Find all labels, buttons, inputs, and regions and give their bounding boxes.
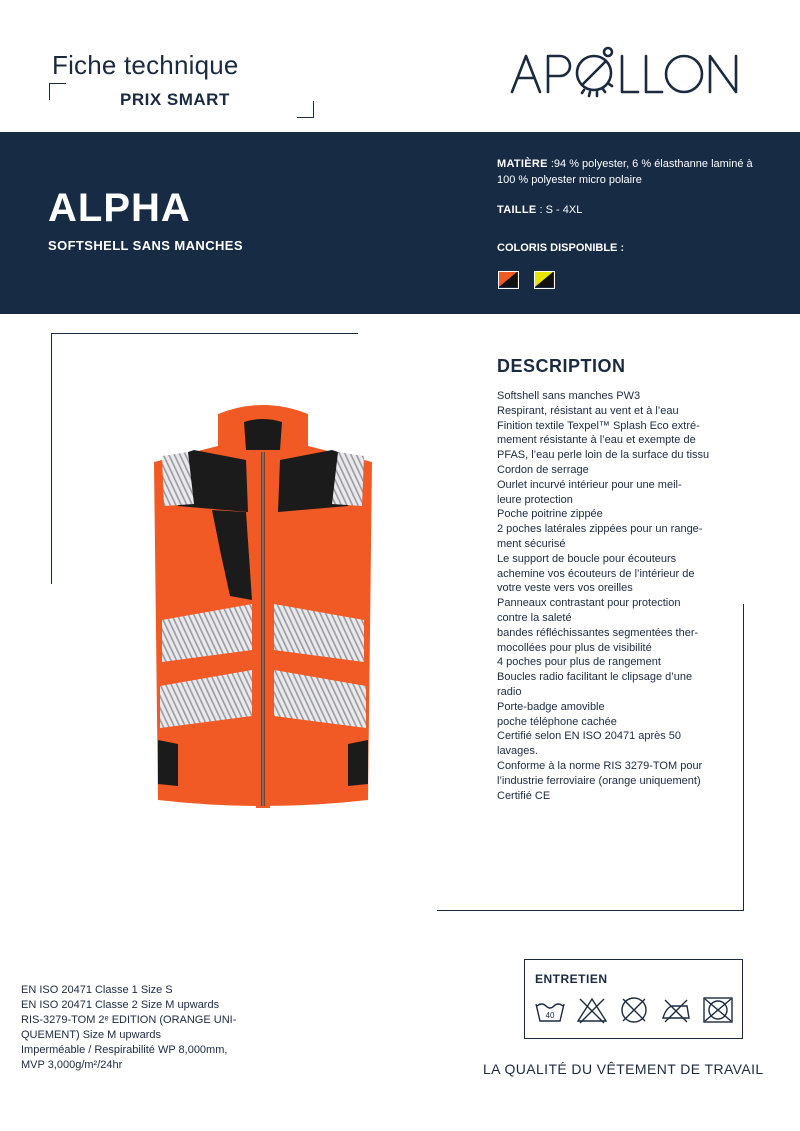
description-line: lavages. bbox=[497, 745, 538, 758]
description-line: votre veste vers vos oreilles bbox=[497, 582, 633, 595]
wash-temp: 40 bbox=[545, 1011, 555, 1020]
description-title: DESCRIPTION bbox=[497, 356, 626, 376]
description-line: Le support de boucle pour écouteurs bbox=[497, 552, 677, 565]
product-image-vest bbox=[148, 400, 378, 812]
brand-logo bbox=[510, 42, 750, 98]
spec-size bbox=[497, 202, 582, 218]
description-line: Poche poitrine zippée bbox=[497, 508, 603, 521]
description-line: bandes réfléchissantes segmentées ther- bbox=[497, 626, 699, 639]
document-type: Fiche technique bbox=[52, 50, 239, 80]
description-line: Cordon de serrage bbox=[497, 463, 589, 476]
description-line: Respirant, résistant au vent et à l’eau bbox=[497, 404, 679, 417]
description-line: poche téléphone cachée bbox=[497, 715, 617, 728]
product-name: ALPHA bbox=[48, 186, 191, 230]
spec-material-label: MATIÈRE bbox=[497, 158, 548, 170]
description-line: mement résistante à l’eau et exempte de bbox=[497, 434, 696, 447]
certification-line: Imperméable / Respirabilité WP 8,000mm, bbox=[21, 1044, 228, 1056]
wash-40-icon bbox=[534, 996, 566, 1024]
no-iron-icon bbox=[660, 996, 692, 1024]
no-tumble-dry-icon bbox=[618, 996, 650, 1024]
color-swatch-orange-black bbox=[498, 271, 519, 289]
description-line: ment sécurisé bbox=[497, 537, 566, 550]
description-line: Certifié selon EN ISO 20471 après 50 bbox=[497, 730, 682, 743]
tagline: LA QUALITÉ DU VÊTEMENT DE TRAVAIL bbox=[483, 1061, 764, 1077]
description-line: 4 poches pour plus de rangement bbox=[497, 656, 661, 669]
description-line: leure protection bbox=[497, 493, 573, 506]
no-dry-clean-icon bbox=[702, 996, 734, 1024]
corner-decoration bbox=[49, 83, 66, 100]
description-line: Panneaux contrastant pour protection bbox=[497, 597, 681, 610]
description-line: Porte-badge amovible bbox=[497, 700, 605, 713]
description-line: l’industrie ferroviaire (orange uniquement) bbox=[497, 774, 701, 787]
description-line: Certifié CE bbox=[497, 789, 551, 802]
care-title: ENTRETIEN bbox=[535, 972, 608, 986]
spec-size-label: TAILLE bbox=[497, 204, 537, 216]
description-line: Boucles radio facilitant le clipsage d’une bbox=[497, 671, 693, 684]
spec-size-value: : S - 4XL bbox=[536, 204, 583, 216]
description-line: Ourlet incurvé intérieur pour une meil- bbox=[497, 478, 682, 491]
certification-line: EN ISO 20471 Classe 1 Size S bbox=[21, 984, 173, 996]
product-subtitle: SOFTSHELL SANS MANCHES bbox=[48, 238, 243, 253]
spec-material bbox=[497, 156, 759, 188]
certification-line: EN ISO 20471 Classe 2 Size M upwards bbox=[21, 999, 220, 1011]
care-box bbox=[524, 959, 743, 1039]
spec-colors-label: COLORIS DISPONIBLE : bbox=[497, 242, 625, 254]
description-line: radio bbox=[497, 685, 522, 698]
description-line: achemine vos écouteurs de l’intérieur de bbox=[497, 567, 695, 580]
certification-line: QUEMENT) Size M upwards bbox=[21, 1029, 161, 1041]
description-line: Finition textile Texpel™ Splash Eco extré- bbox=[497, 419, 700, 432]
description-line: PFAS, l’eau perle loin de la surface du tissu bbox=[497, 449, 710, 462]
brand-logo-text: APOLLON bbox=[510, 42, 515, 43]
no-bleach-icon bbox=[576, 996, 608, 1024]
certification-line: RIS-3279-TOM 2ᵉ EDITION (ORANGE UNI- bbox=[21, 1014, 237, 1026]
certification-line: MVP 3,000g/m²/24hr bbox=[21, 1059, 123, 1071]
corner-decoration bbox=[297, 101, 314, 118]
certification-list bbox=[21, 983, 256, 1073]
description-line: contre la saleté bbox=[497, 611, 572, 624]
description-line: mocollées pour plus de visibilité bbox=[497, 641, 652, 654]
description-line: 2 poches latérales zippées pour un range- bbox=[497, 523, 703, 536]
spec-material-value: :94 % polyester, 6 % élasthanne laminé à 100 % polyester micro polaire bbox=[497, 158, 753, 186]
price-range: PRIX SMART bbox=[120, 90, 230, 109]
description-line: Conforme à la norme RIS 3279-TOM pour bbox=[497, 759, 703, 772]
description-list bbox=[497, 389, 727, 803]
color-swatch-yellow-black bbox=[534, 271, 555, 289]
description-line: Softshell sans manches PW3 bbox=[497, 390, 641, 402]
